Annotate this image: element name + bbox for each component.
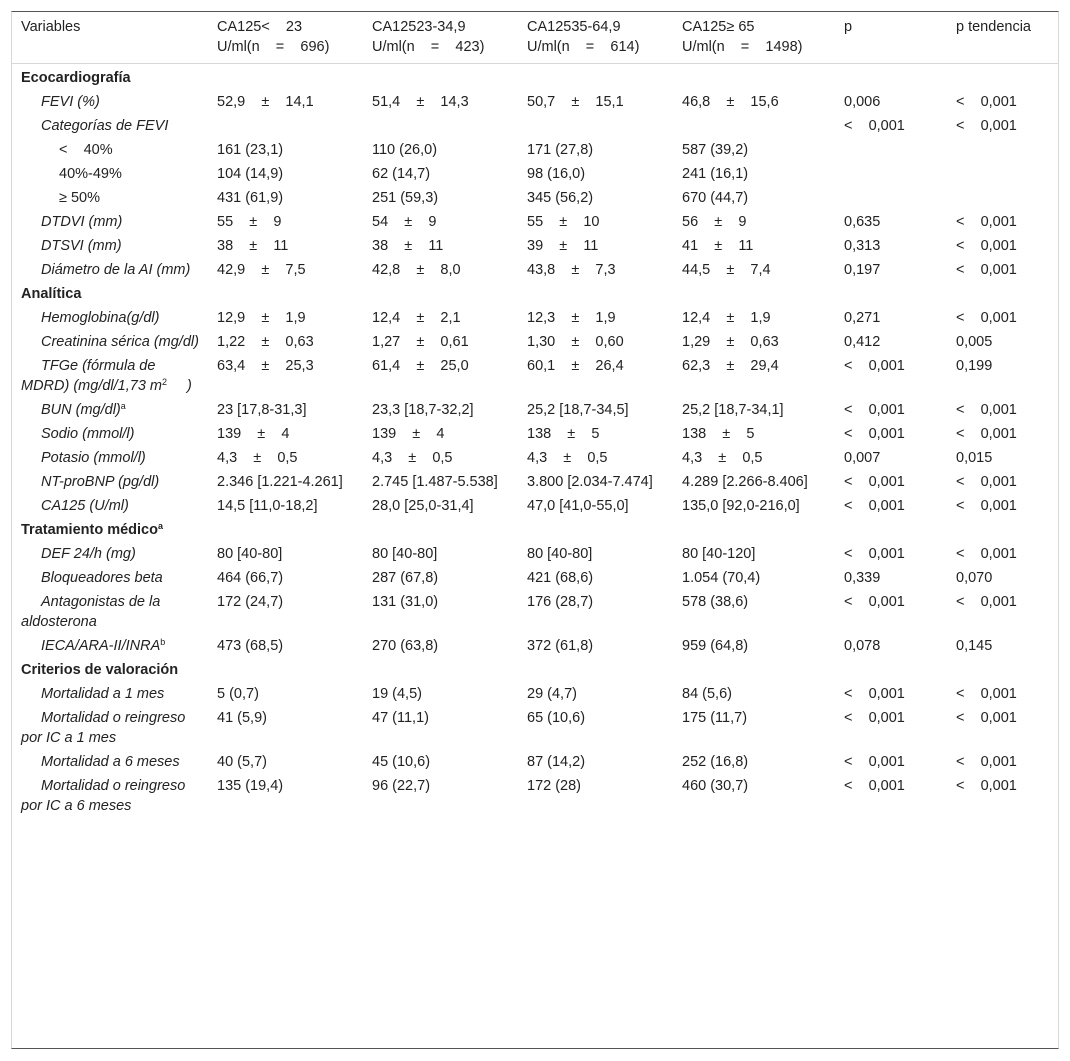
row-label [12,446,208,470]
table-cell: 4,3 ± 0,5 [217,450,298,466]
table-cell: < 0,001 [956,754,1017,770]
row-label-text: Mortalidad a 1 mes [41,686,165,702]
row-label-text: NT-proBNP (pg/dl) [41,474,160,490]
row-label-text: TFGe (fórmula de MDRD) (mg/dl/1,73 m [21,358,162,394]
row-label-text: DTDVI (mm) [41,214,123,230]
row-label [12,422,208,446]
table-cell: 4,3 ± 0,5 [682,450,763,466]
table-cell: 139 ± 4 [372,426,445,442]
row-label [12,162,208,186]
table-cell: 139 ± 4 [217,426,290,442]
table-row [12,306,1058,330]
table-cell: 55 ± 10 [527,214,600,230]
table-cell: 39 ± 11 [527,238,599,254]
table-cell: 12,4 ± 1,9 [682,310,771,326]
table-cell: 176 (28,7) [527,594,594,610]
table-cell [947,162,1058,186]
table-cell: 431 (61,9) [217,190,284,206]
table-cell [835,138,947,162]
table-cell: 60,1 ± 26,4 [527,358,624,374]
table-cell: 40 (5,7) [217,754,267,770]
table-cell: 421 (68,6) [527,570,594,586]
row-label [12,258,208,282]
col-header-ca125-ge65: CA125≥ 65 U/ml(n = 1498) [673,12,835,64]
row-label-text: Potasio (mmol/l) [41,450,146,466]
table-cell: 38 ± 11 [372,238,444,254]
table-cell: 0,005 [956,334,993,350]
col-header-ca125-lt23: CA125< 23 U/ml(n = 696) [208,12,363,64]
row-label [12,306,208,330]
table-cell: < 0,001 [956,214,1017,230]
row-label [12,114,208,138]
table-cell: 12,3 ± 1,9 [527,310,616,326]
row-label [12,470,208,494]
row-label-tail: ) [187,378,192,394]
row-label-text: DEF 24/h (mg) [41,546,136,562]
table-cell: 1,27 ± 0,61 [372,334,469,350]
table-cell: 1.054 (70,4) [682,570,761,586]
table-cell: 80 [40-80] [527,546,593,562]
table-cell: < 0,001 [844,594,905,610]
row-label-text: Bloqueadores beta [41,570,163,586]
table-cell: 25,2 [18,7-34,5] [527,402,629,418]
table-cell: 45 (10,6) [372,754,431,770]
table-cell: 172 (28) [527,778,582,794]
table-cell: 54 ± 9 [372,214,437,230]
table-cell: 14,5 [11,0-18,2] [217,498,318,514]
table-cell: < 0,001 [956,710,1017,726]
section-title-text: Tratamiento médico [21,522,158,538]
table-cell: 270 (63,8) [372,638,439,654]
row-label [12,774,208,818]
row-label-text: BUN (mg/dl) [41,402,121,418]
table-cell: < 0,001 [956,498,1017,514]
table-cell: 171 (27,8) [527,142,594,158]
table-cell: 0,271 [844,310,881,326]
header-row [12,12,1058,64]
row-label [12,138,208,162]
row-label [12,210,208,234]
row-label-text: Diámetro de la AI (mm) [41,262,191,278]
row-label [12,750,208,774]
table-cell: 3.800 [2.034-7.474] [527,474,653,490]
row-label [12,398,208,422]
table-cell: < 0,001 [844,402,905,418]
data-table-frame [11,11,1059,1049]
row-label [12,234,208,258]
table-cell: 4,3 ± 0,5 [372,450,453,466]
table-cell: < 0,001 [844,358,905,374]
table-cell: 23,3 [18,7-32,2] [372,402,474,418]
table-cell: 2.745 [1.487-5.538] [372,474,498,490]
section-title: Ecocardiografía [21,70,131,86]
table-cell: 41 (5,9) [217,710,267,726]
section-row [12,282,1058,306]
table-cell: 241 (16,1) [682,166,749,182]
row-label [12,90,208,114]
table-cell: < 0,001 [844,778,905,794]
table-cell: 0,412 [844,334,881,350]
table-cell: 131 (31,0) [372,594,439,610]
table-cell: < 0,001 [956,262,1017,278]
row-label [12,634,208,658]
table-cell: < 0,001 [956,94,1017,110]
table-cell: < 0,001 [956,118,1017,134]
table-cell: 0,339 [844,570,881,586]
table-cell: < 0,001 [956,238,1017,254]
table-cell: 50,7 ± 15,1 [527,94,624,110]
table-cell: 42,9 ± 7,5 [217,262,306,278]
table-cell: 0,199 [956,358,993,374]
table-row [12,590,1058,634]
table-cell: < 0,001 [956,474,1017,490]
row-label-text: 40%-49% [59,166,122,182]
row-label-text: Categorías de FEVI [41,118,169,134]
table-cell: 670 (44,7) [682,190,749,206]
table-cell: 135 (19,4) [217,778,284,794]
table-cell: 25,2 [18,7-34,1] [682,402,784,418]
table-cell: 46,8 ± 15,6 [682,94,779,110]
table-cell: 1,30 ± 0,60 [527,334,624,350]
table-cell: < 0,001 [956,426,1017,442]
table-cell [518,114,673,138]
table-row [12,542,1058,566]
row-label [12,590,208,634]
table-cell: 0,313 [844,238,881,254]
table-cell: 252 (16,8) [682,754,749,770]
table-row [12,774,1058,818]
row-label-text: < 40% [59,142,113,158]
data-table [12,12,1058,818]
table-cell: 43,8 ± 7,3 [527,262,616,278]
row-label [12,682,208,706]
table-cell: 0,078 [844,638,881,654]
table-row [12,162,1058,186]
table-cell: 110 (26,0) [372,142,438,158]
table-cell [363,114,518,138]
table-cell: 175 (11,7) [682,710,748,726]
table-cell: 135,0 [92,0-216,0] [682,498,800,514]
col-header-ca125-35-64: CA12535-64,9 U/ml(n = 614) [518,12,673,64]
section-title: Analítica [21,286,82,302]
table-row [12,138,1058,162]
table-cell: 61,4 ± 25,0 [372,358,469,374]
table-cell: 29 (4,7) [527,686,577,702]
row-label-text: Sodio (mmol/l) [41,426,135,442]
row-label-text: FEVI (%) [41,94,100,110]
table-cell [835,186,947,210]
table-row [12,682,1058,706]
section-row [12,518,1058,542]
table-cell: 87 (14,2) [527,754,586,770]
section-title [12,518,1058,542]
table-row [12,330,1058,354]
table-cell: 0,007 [844,450,881,466]
table-cell: 959 (64,8) [682,638,749,654]
table-cell: 80 [40-80] [372,546,438,562]
table-cell: 172 (24,7) [217,594,284,610]
table-cell: 51,4 ± 14,3 [372,94,469,110]
row-label [12,566,208,590]
row-label [12,330,208,354]
table-cell: 0,006 [844,94,881,110]
table-cell: 62,3 ± 29,4 [682,358,779,374]
row-label [12,494,208,518]
table-cell: 98 (16,0) [527,166,586,182]
table-cell: 287 (67,8) [372,570,439,586]
table-cell: 23 [17,8-31,3] [217,402,307,418]
table-cell: 464 (66,7) [217,570,284,586]
row-label [12,542,208,566]
table-cell: < 0,001 [956,546,1017,562]
table-cell: < 0,001 [956,310,1017,326]
table-cell: 138 ± 5 [682,426,755,442]
table-row [12,90,1058,114]
table-cell: < 0,001 [844,474,905,490]
col-header-p-tendencia: p tendencia [947,12,1058,64]
table-cell: 4,3 ± 0,5 [527,450,608,466]
row-label-text: Hemoglobina(g/dl) [41,310,160,326]
table-row [12,706,1058,750]
table-cell: 28,0 [25,0-31,4] [372,498,474,514]
table-row [12,470,1058,494]
table-cell: 0,197 [844,262,881,278]
table-cell: 2.346 [1.221-4.261] [217,474,343,490]
table-cell: < 0,001 [956,778,1017,794]
table-cell [947,138,1058,162]
table-row [12,422,1058,446]
col-header-p: p [835,12,947,64]
table-cell: < 0,001 [844,710,905,726]
table-cell: < 0,001 [956,402,1017,418]
table-cell: 52,9 ± 14,1 [217,94,314,110]
table-cell: 42,8 ± 8,0 [372,262,461,278]
table-cell: 587 (39,2) [682,142,749,158]
footnote-mark: 2 [162,377,168,387]
table-cell: < 0,001 [844,686,905,702]
row-label [12,706,208,750]
table-cell: 80 [40-80] [217,546,283,562]
table-cell: 19 (4,5) [372,686,422,702]
table-row [12,354,1058,398]
row-label-text: CA125 (U/ml) [41,498,129,514]
table-row [12,210,1058,234]
table-cell [835,162,947,186]
table-row [12,494,1058,518]
table-row [12,234,1058,258]
section-row [12,658,1058,682]
table-row [12,114,1058,138]
table-cell: 104 (14,9) [217,166,284,182]
section-row [12,64,1058,91]
table-row [12,446,1058,470]
table-cell: 44,5 ± 7,4 [682,262,771,278]
table-cell: < 0,001 [956,594,1017,610]
table-cell: 0,070 [956,570,993,586]
table-cell: 578 (38,6) [682,594,749,610]
table-row [12,258,1058,282]
table-cell: 55 ± 9 [217,214,282,230]
table-row [12,634,1058,658]
table-cell: < 0,001 [844,426,905,442]
table-cell: 1,22 ± 0,63 [217,334,314,350]
section-title: Criterios de valoración [21,662,179,678]
row-label-text: ≥ 50% [59,190,101,206]
table-cell: 460 (30,7) [682,778,749,794]
table-cell: 161 (23,1) [217,142,284,158]
row-label-text: DTSVI (mm) [41,238,122,254]
table-cell: 251 (59,3) [372,190,439,206]
row-label-text: Creatinina sérica (mg/dl) [41,334,199,350]
table-cell: 96 (22,7) [372,778,431,794]
row-label-text: IECA/ARA-II/INRA [41,638,161,654]
table-cell [208,114,363,138]
table-row [12,186,1058,210]
table-cell: < 0,001 [844,498,905,514]
table-cell: < 0,001 [956,686,1017,702]
table-cell: < 0,001 [844,546,905,562]
footnote-mark: a [157,521,163,531]
table-cell: 56 ± 9 [682,214,747,230]
table-row [12,398,1058,422]
table-cell: 345 (56,2) [527,190,594,206]
table-cell: 138 ± 5 [527,426,600,442]
table-cell: 4.289 [2.266-8.406] [682,474,808,490]
table-cell: 63,4 ± 25,3 [217,358,314,374]
row-label-text: Mortalidad o reingreso por IC a 6 meses [21,778,186,814]
table-cell: 5 (0,7) [217,686,259,702]
table-cell: 0,015 [956,450,993,466]
row-label-text: Mortalidad o reingreso por IC a 1 mes [21,710,186,746]
table-cell: 47,0 [41,0-55,0] [527,498,629,514]
table-cell: < 0,001 [844,118,905,134]
table-cell: 47 (11,1) [372,710,429,726]
table-cell: 65 (10,6) [527,710,586,726]
table-cell [947,186,1058,210]
table-cell: 80 [40-120] [682,546,756,562]
table-cell: 62 (14,7) [372,166,431,182]
table-cell: 372 (61,8) [527,638,594,654]
footnote-mark: a [120,401,126,411]
footnote-mark: b [160,637,166,647]
table-cell: 0,635 [844,214,881,230]
row-label-text: Mortalidad a 6 meses [41,754,180,770]
table-cell: 38 ± 11 [217,238,289,254]
table-cell: 12,4 ± 2,1 [372,310,461,326]
table-cell [673,114,835,138]
table-cell: 41 ± 11 [682,238,754,254]
row-label [12,354,208,398]
table-cell: 84 (5,6) [682,686,732,702]
table-cell: 0,145 [956,638,993,654]
table-cell: 12,9 ± 1,9 [217,310,306,326]
table-cell: 1,29 ± 0,63 [682,334,779,350]
row-label-text: Antagonistas de la aldosterona [21,594,161,630]
table-cell: 473 (68,5) [217,638,284,654]
table-row [12,566,1058,590]
table-cell: < 0,001 [844,754,905,770]
col-header-ca125-23-34: CA12523-34,9 U/ml(n = 423) [363,12,518,64]
table-row [12,750,1058,774]
col-header-variables: Variables [12,12,208,64]
row-label [12,186,208,210]
